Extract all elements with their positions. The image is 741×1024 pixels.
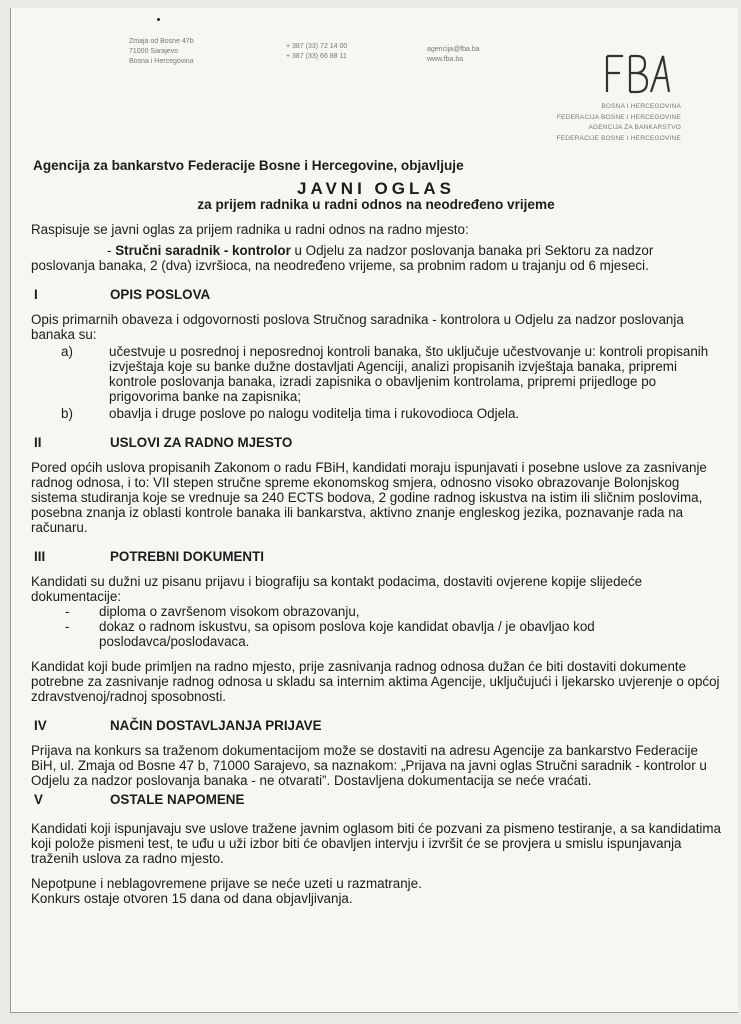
section-text: Kandidati su dužni uz pisanu prijavu i biografiju sa kontakt podacima, dostaviti ovjerene kopije slijedeće dokumentacije: xyxy=(31,574,643,604)
position-details: u Odjelu za nadzor poslovanja banaka pri Sektoru za nadzor poslovanja banaka, 2 (dva) izvršioca, na neodređeno vrijeme, sa probnim radom u trajanju od 6 mjeseci. xyxy=(31,243,654,273)
section-heading xyxy=(31,792,721,807)
agency-line: FEDERACIJA BOSNE I HERCEGOVINE xyxy=(556,113,681,121)
fba-logo xyxy=(603,52,673,96)
section-heading xyxy=(31,549,721,564)
list-text: učestvuje u posrednoj i neposrednoj kontroli banaka, što uključuje učestvovanje u: kontroli propisanih izvještaja koje su banke dužne dostavljati Agenciji, analizi propisanih izvještaja banaka, pripremi kontrole poslovanja banaka, izradi zapisnika o obavljenim kontrolama, pripremi prijedloge po prigovorima banke na zapisnika; xyxy=(109,344,709,404)
section-number: I xyxy=(34,287,38,302)
list-label: - xyxy=(65,619,70,634)
list-item xyxy=(31,406,721,421)
position-name: Stručni saradnik - kontrolor xyxy=(115,243,291,258)
section-heading xyxy=(31,718,721,733)
ad-content xyxy=(31,158,721,906)
section-number: V xyxy=(34,792,43,807)
list-item xyxy=(31,344,721,404)
header-phones xyxy=(286,42,347,62)
section-number: III xyxy=(34,549,46,564)
list-item xyxy=(31,604,721,619)
address-line: 71000 Sarajevo xyxy=(129,48,179,55)
agency-line: BOSNA I HERCEGOVINA xyxy=(601,103,681,110)
list-label: - xyxy=(65,604,70,619)
list-text: diploma o završenom visokom obrazovanju, xyxy=(99,604,360,619)
section-text: Nepotpune i neblagovremene prijave se neće uzeti u razmatranje. xyxy=(31,876,422,891)
section-title: POTREBNI DOKUMENTI xyxy=(110,549,264,564)
phone-line: + 387 (33) 72 14 00 xyxy=(286,43,348,50)
section-title: NAČIN DOSTAVLJANJA PRIJAVE xyxy=(110,718,322,733)
position-paragraph xyxy=(31,243,721,273)
website-line: www.fba.ba xyxy=(427,56,464,63)
list-text: obavlja i druge poslove po nalogu voditelja tima i rukovodioca Odjela. xyxy=(109,406,520,421)
list-item xyxy=(31,619,721,649)
email-line: agencija@fba.ba xyxy=(427,46,480,53)
header-contacts xyxy=(427,45,480,65)
section-text: Pored općih uslova propisanih Zakonom o radu FBiH, kandidati moraju ispunjavati i posebne uslove za zasnivanje radnog odnosa, i to: VII stepen stručne spreme ekonomskog smjera, odnosno visoko obrazovanje Bolonjskog sistema studiranja koje se vrednuje sa 240 ECTS bodova, 2 godine radnog iskustva na istim ili sličnim poslovima, posebna znanja iz oblasti kontrole banaka ili bankarstva, aktivno znanje engleskog jezika, poznavanje rada na računaru. xyxy=(31,460,707,535)
header-address xyxy=(129,37,194,67)
section-title: OSTALE NAPOMENE xyxy=(110,792,245,807)
agency-line: AGENCIJA ZA BANKARSTVO xyxy=(588,124,681,131)
address-line: Bosna i Hercegovina xyxy=(129,58,194,65)
list-text: dokaz o radnom iskustvu, sa opisom poslova koje kandidat obavlja / je obavljao kod poslodavca/poslodavaca. xyxy=(99,619,595,649)
agency-line: FEDERACIJE BOSNE I HERCEGOVINE xyxy=(556,134,681,142)
section-title: OPIS POSLOVA xyxy=(110,287,211,302)
intro-line: Agencija za bankarstvo Federacije Bosne i Hercegovine, objavljuje xyxy=(33,158,464,173)
address-line: Zmaja od Bosne 47b xyxy=(129,38,194,45)
document-page xyxy=(10,8,738,1013)
ink-dot xyxy=(157,18,160,21)
section-number: II xyxy=(34,435,42,450)
list-label: a) xyxy=(61,344,73,359)
position-prefix: - xyxy=(107,243,116,258)
section-text: Kandidati koji ispunjavaju sve uslove tražene javnim oglasom biti će pozvani za pismeno testiranje, a sa kandidatima koji polože pismeni test, te uđu u uži izbor biti će obavljen intervju i izvršit će se provjera u smislu ispunjavanja traženih uslova za radno mjesto. xyxy=(31,821,721,866)
section-title: USLOVI ZA RADNO MJESTO xyxy=(110,435,293,450)
agency-lines xyxy=(531,102,681,144)
section-heading xyxy=(31,287,721,302)
opening-text: Raspisuje se javni oglas za prijem radnika u radni odnos na radno mjesto: xyxy=(31,222,469,237)
section-text: Konkurs ostaje otvoren 15 dana od dana objavljivanja. xyxy=(31,891,353,906)
section-text: Prijava na konkurs sa traženom dokumentacijom može se dostaviti na adresu Agencije za bankarstvo Federacije BiH, ul. Zmaja od Bosne 47 b, 71000 Sarajevo, sa naznakom: „Prijava na javni oglas Stručni saradnik - kontrolor u Odjelu za nadzor poslovanja banaka - ne otvarati”. Dostavljena dokumentacija se neće vraćati. xyxy=(31,743,707,788)
section-text: Opis primarnih obaveza i odgovornosti poslova Stručnog saradnika - kontrolora u Odjelu za nadzor poslovanja banaka su: xyxy=(31,312,684,342)
list-label: b) xyxy=(61,406,73,421)
section-text: Kandidat koji bude primljen na radno mjesto, prije zasnivanja radnog odnosa dužan će biti dostaviti dokumente potrebne za zasnivanje radnog odnosa u skladu sa internim aktima Agencije, uključujući i ljekarsko uvjerenje o općoj zdravstvenoj/radnoj sposobnosti. xyxy=(31,659,720,704)
ad-subtitle: za prijem radnika u radni odnos na neodređeno vrijeme xyxy=(197,197,555,212)
phone-line: + 387 (33) 66 88 11 xyxy=(286,53,347,60)
section-number: IV xyxy=(34,718,47,733)
ad-title: JAVNI OGLAS xyxy=(297,179,455,198)
section-heading xyxy=(31,435,721,450)
